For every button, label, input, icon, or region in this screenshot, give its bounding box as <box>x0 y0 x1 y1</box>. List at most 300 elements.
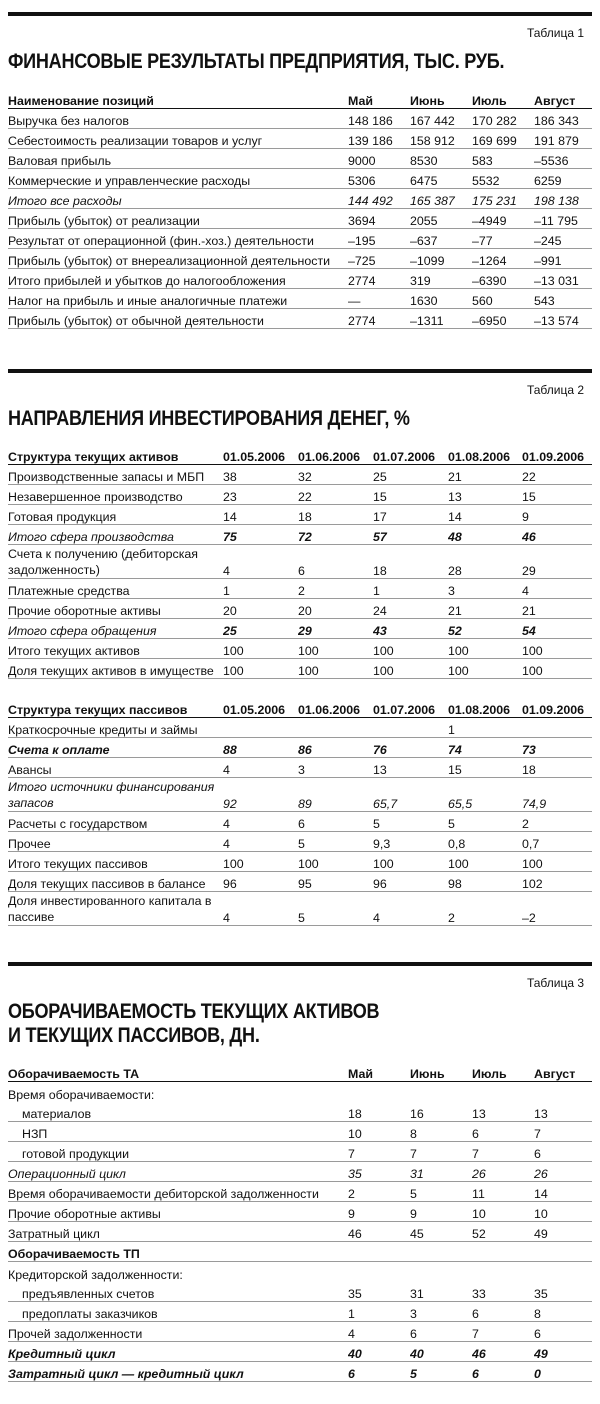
cell-value: — <box>348 288 410 308</box>
cell-value: 100 <box>298 639 373 659</box>
cell-value: 100 <box>522 851 592 871</box>
cell-value: 5 <box>410 1182 472 1202</box>
table-row <box>8 465 592 485</box>
cell-value: 100 <box>522 659 592 679</box>
cell-value: –1099 <box>410 248 472 268</box>
cell-value: 35 <box>348 1162 410 1182</box>
cell-value: 15 <box>522 485 592 505</box>
column-header: Август <box>534 1062 592 1082</box>
cell-value: –1264 <box>472 248 534 268</box>
cell-value: 46 <box>472 1342 534 1362</box>
cell-value: 3 <box>448 579 522 599</box>
row-label: Коммерческие и управленческие расходы <box>8 168 348 188</box>
cell-value: 25 <box>373 465 448 485</box>
cell-value: 40 <box>410 1342 472 1362</box>
table-row <box>8 525 592 545</box>
table-header-row <box>8 1062 592 1082</box>
row-label: Итого текущих пассивов <box>8 851 223 871</box>
row-label: Прибыль (убыток) от обычной деятельности <box>8 308 348 328</box>
row-label: Кредитный цикл <box>8 1342 348 1362</box>
table-header-row <box>8 445 592 465</box>
cell-value: 18 <box>348 1102 410 1122</box>
cell-value: 10 <box>348 1122 410 1142</box>
column-header: Июнь <box>410 88 472 108</box>
cell-value: 2 <box>298 579 373 599</box>
section-rule <box>8 369 592 373</box>
row-label: Платежные средства <box>8 579 223 599</box>
table-row <box>8 1102 592 1122</box>
document-page <box>8 12 592 1404</box>
table-row <box>8 1342 592 1362</box>
cell-value <box>534 1262 592 1282</box>
cell-value: 100 <box>223 659 298 679</box>
cell-value: 5532 <box>472 168 534 188</box>
cell-value: –77 <box>472 228 534 248</box>
table-row <box>8 1322 592 1342</box>
column-header: Июнь <box>410 1062 472 1082</box>
cell-value: 21 <box>448 465 522 485</box>
cell-value: 23 <box>223 485 298 505</box>
cell-value: 32 <box>298 465 373 485</box>
cell-value: 15 <box>373 485 448 505</box>
cell-value <box>373 717 448 737</box>
table-row <box>8 619 592 639</box>
cell-value: 35 <box>534 1282 592 1302</box>
cell-value: –2 <box>522 891 592 925</box>
cell-value: 14 <box>534 1182 592 1202</box>
table-label: Таблица 1 <box>8 26 592 40</box>
cell-value: 21 <box>522 599 592 619</box>
cell-value: 9000 <box>348 148 410 168</box>
cell-value: 2 <box>448 891 522 925</box>
cell-value: 2 <box>348 1182 410 1202</box>
cell-value: –5536 <box>534 148 592 168</box>
cell-value: 100 <box>373 851 448 871</box>
cell-value: 31 <box>410 1162 472 1182</box>
table-row <box>8 1182 592 1202</box>
table-header-row <box>8 697 592 717</box>
row-label: Производственные запасы и МБП <box>8 465 223 485</box>
cell-value: 6259 <box>534 168 592 188</box>
cell-value: 5 <box>298 891 373 925</box>
cell-value: 10 <box>534 1202 592 1222</box>
row-label: Итого сфера обращения <box>8 619 223 639</box>
table-title: НАПРАВЛЕНИЯ ИНВЕСТИРОВАНИЯ ДЕНЕГ, % <box>8 407 510 431</box>
cell-value: 100 <box>373 639 448 659</box>
cell-value: 7 <box>410 1142 472 1162</box>
cell-value: 65,5 <box>448 777 522 811</box>
cell-value: 4 <box>373 891 448 925</box>
row-label: Затратный цикл — кредитный цикл <box>8 1362 348 1382</box>
cell-value <box>410 1262 472 1282</box>
cell-value: 96 <box>373 871 448 891</box>
cell-value: 25 <box>223 619 298 639</box>
cell-value: 100 <box>298 659 373 679</box>
cell-value: 4 <box>348 1322 410 1342</box>
cell-value: 100 <box>223 851 298 871</box>
spacer <box>8 1382 592 1404</box>
table-row <box>8 288 592 308</box>
cell-value: 74 <box>448 737 522 757</box>
column-header: 01.05.2006 <box>223 697 298 717</box>
cell-value: 1630 <box>410 288 472 308</box>
column-header: Июль <box>472 88 534 108</box>
row-label: НЗП <box>8 1122 348 1142</box>
cell-value: 2 <box>522 811 592 831</box>
cell-value: 33 <box>472 1282 534 1302</box>
table-row <box>8 757 592 777</box>
row-label: Счета к получению (дебиторская задолженность) <box>8 545 223 579</box>
cell-value: 21 <box>448 599 522 619</box>
cell-value: 17 <box>373 505 448 525</box>
cell-value: 4 <box>223 545 298 579</box>
cell-value: 3 <box>410 1302 472 1322</box>
cell-value: 46 <box>522 525 592 545</box>
cell-value: –4949 <box>472 208 534 228</box>
column-header: Август <box>534 88 592 108</box>
cell-value: 8 <box>410 1122 472 1142</box>
cell-value: 3694 <box>348 208 410 228</box>
table-row <box>8 1202 592 1222</box>
cell-value: 29 <box>298 619 373 639</box>
cell-value <box>348 1262 410 1282</box>
cell-value: 3 <box>298 757 373 777</box>
table-label: Таблица 2 <box>8 383 592 397</box>
cell-value: 89 <box>298 777 373 811</box>
cell-value: 11 <box>472 1182 534 1202</box>
row-label: Прочей задолженности <box>8 1322 348 1342</box>
table-row <box>8 1302 592 1322</box>
cell-value: 6475 <box>410 168 472 188</box>
cell-value: 13 <box>534 1102 592 1122</box>
cell-value: 4 <box>522 579 592 599</box>
cell-value: 169 699 <box>472 128 534 148</box>
cell-value: 6 <box>348 1362 410 1382</box>
row-label: Результат от операционной (фин.-хоз.) деятельности <box>8 228 348 248</box>
cell-value: 31 <box>410 1282 472 1302</box>
table-row <box>8 505 592 525</box>
table-row <box>8 1242 592 1262</box>
cell-value: –11 795 <box>534 208 592 228</box>
column-header: Май <box>348 88 410 108</box>
cell-value: –991 <box>534 248 592 268</box>
column-header: 01.09.2006 <box>522 697 592 717</box>
table-row <box>8 717 592 737</box>
cell-value: –6390 <box>472 268 534 288</box>
cell-value: 102 <box>522 871 592 891</box>
cell-value: 8 <box>534 1302 592 1322</box>
cell-value: 86 <box>298 737 373 757</box>
cell-value: 6 <box>534 1322 592 1342</box>
cell-value <box>348 1242 410 1262</box>
cell-value: 148 186 <box>348 108 410 128</box>
row-label: Краткосрочные кредиты и займы <box>8 717 223 737</box>
cell-value: 49 <box>534 1342 592 1362</box>
row-label: Прибыль (убыток) от реализации <box>8 208 348 228</box>
cell-value: 13 <box>472 1102 534 1122</box>
cell-value: 5 <box>448 811 522 831</box>
cell-value <box>410 1082 472 1102</box>
cell-value: 100 <box>373 659 448 679</box>
table-row <box>8 777 592 811</box>
cell-value: 20 <box>223 599 298 619</box>
cell-value: 5306 <box>348 168 410 188</box>
cell-value: 38 <box>223 465 298 485</box>
cell-value: 74,9 <box>522 777 592 811</box>
cell-value: 28 <box>448 545 522 579</box>
cell-value: 7 <box>472 1322 534 1342</box>
row-label: предоплаты заказчиков <box>8 1302 348 1322</box>
cell-value: 4 <box>223 757 298 777</box>
data-table <box>8 697 592 926</box>
cell-value <box>472 1242 534 1262</box>
table-row <box>8 188 592 208</box>
cell-value: 6 <box>298 545 373 579</box>
spacer <box>8 926 592 948</box>
cell-value: 1 <box>448 717 522 737</box>
cell-value: 10 <box>472 1202 534 1222</box>
table-row <box>8 737 592 757</box>
row-label: Валовая прибыль <box>8 148 348 168</box>
cell-value: 6 <box>472 1302 534 1322</box>
cell-value: 4 <box>223 811 298 831</box>
cell-value: 52 <box>472 1222 534 1242</box>
cell-value: 35 <box>348 1282 410 1302</box>
table-title: ФИНАНСОВЫЕ РЕЗУЛЬТАТЫ ПРЕДПРИЯТИЯ, ТЫС. РУБ. <box>8 50 510 74</box>
cell-value: 583 <box>472 148 534 168</box>
table-row <box>8 811 592 831</box>
cell-value: 4 <box>223 831 298 851</box>
cell-value: –725 <box>348 248 410 268</box>
column-header: 01.06.2006 <box>298 445 373 465</box>
cell-value: 1 <box>223 579 298 599</box>
table-row <box>8 1222 592 1242</box>
cell-value: 170 282 <box>472 108 534 128</box>
cell-value: 167 442 <box>410 108 472 128</box>
cell-value: 2774 <box>348 268 410 288</box>
cell-value: 139 186 <box>348 128 410 148</box>
cell-value: 6 <box>298 811 373 831</box>
cell-value: 9,3 <box>373 831 448 851</box>
table-row <box>8 1282 592 1302</box>
table-title: ОБОРАЧИВАЕМОСТЬ ТЕКУЩИХ АКТИВОВ <box>8 1000 510 1024</box>
column-header: 01.08.2006 <box>448 445 522 465</box>
row-label: Операционный цикл <box>8 1162 348 1182</box>
cell-value: 9 <box>348 1202 410 1222</box>
cell-value: 8530 <box>410 148 472 168</box>
table-row <box>8 1262 592 1282</box>
cell-value: 175 231 <box>472 188 534 208</box>
cell-value: 45 <box>410 1222 472 1242</box>
row-label: Счета к оплате <box>8 737 223 757</box>
row-label: Доля инвестированного капитала в пассиве <box>8 891 223 925</box>
cell-value: 54 <box>522 619 592 639</box>
row-label: Прочие оборотные активы <box>8 599 223 619</box>
table-row <box>8 148 592 168</box>
row-label: Кредиторской задолженности: <box>8 1262 348 1282</box>
cell-value: 22 <box>298 485 373 505</box>
cell-value: 49 <box>534 1222 592 1242</box>
row-label: Налог на прибыль и иные аналогичные платежи <box>8 288 348 308</box>
cell-value: 144 492 <box>348 188 410 208</box>
cell-value: 16 <box>410 1102 472 1122</box>
row-label: Готовая продукция <box>8 505 223 525</box>
table-row <box>8 248 592 268</box>
row-label: готовой продукции <box>8 1142 348 1162</box>
cell-value: 15 <box>448 757 522 777</box>
header-label: Структура текущих пассивов <box>8 697 223 717</box>
row-label: Оборачиваемость ТП <box>8 1242 348 1262</box>
column-header: 01.08.2006 <box>448 697 522 717</box>
cell-value <box>534 1082 592 1102</box>
table-row <box>8 1082 592 1102</box>
table-row <box>8 659 592 679</box>
cell-value: 40 <box>348 1342 410 1362</box>
row-label: Доля текущих пассивов в балансе <box>8 871 223 891</box>
column-header: 01.07.2006 <box>373 697 448 717</box>
cell-value: –245 <box>534 228 592 248</box>
cell-value <box>534 1242 592 1262</box>
cell-value <box>522 717 592 737</box>
header-label: Оборачиваемость ТА <box>8 1062 348 1082</box>
cell-value: 100 <box>223 639 298 659</box>
row-label: Себестоимость реализации товаров и услуг <box>8 128 348 148</box>
table-row <box>8 599 592 619</box>
table-row <box>8 128 592 148</box>
cell-value: –1311 <box>410 308 472 328</box>
table-row <box>8 228 592 248</box>
table-block-2 <box>8 369 592 948</box>
table-row <box>8 268 592 288</box>
row-label: Затратный цикл <box>8 1222 348 1242</box>
cell-value: 46 <box>348 1222 410 1242</box>
cell-value: –13 031 <box>534 268 592 288</box>
cell-value: 98 <box>448 871 522 891</box>
table-row <box>8 308 592 328</box>
cell-value: 560 <box>472 288 534 308</box>
table-row <box>8 579 592 599</box>
cell-value: 100 <box>522 639 592 659</box>
column-header: Май <box>348 1062 410 1082</box>
table-row <box>8 545 592 579</box>
cell-value: 165 387 <box>410 188 472 208</box>
cell-value: 76 <box>373 737 448 757</box>
table-block-3 <box>8 962 592 1404</box>
cell-value: 100 <box>448 659 522 679</box>
cell-value: 2774 <box>348 308 410 328</box>
cell-value: 5 <box>410 1362 472 1382</box>
row-label: Расчеты с государством <box>8 811 223 831</box>
row-label: материалов <box>8 1102 348 1122</box>
row-label: Авансы <box>8 757 223 777</box>
cell-value: 4 <box>223 891 298 925</box>
cell-value: 95 <box>298 871 373 891</box>
spacer <box>8 329 592 355</box>
row-label: Незавершенное производство <box>8 485 223 505</box>
row-label: Итого прибылей и убытков до налогообложения <box>8 268 348 288</box>
column-header: 01.09.2006 <box>522 445 592 465</box>
row-label: Итого текущих активов <box>8 639 223 659</box>
cell-value: 7 <box>472 1142 534 1162</box>
table-header-row <box>8 88 592 108</box>
cell-value: 0,8 <box>448 831 522 851</box>
table-title: И ТЕКУЩИХ ПАССИВОВ, ДН. <box>8 1024 510 1048</box>
cell-value: 13 <box>448 485 522 505</box>
table-row <box>8 639 592 659</box>
cell-value: 18 <box>373 545 448 579</box>
cell-value: 26 <box>472 1162 534 1182</box>
table-row <box>8 1162 592 1182</box>
cell-value: 5 <box>373 811 448 831</box>
cell-value: 14 <box>223 505 298 525</box>
table-row <box>8 1362 592 1382</box>
cell-value: 52 <box>448 619 522 639</box>
table-row <box>8 485 592 505</box>
cell-value: 5 <box>298 831 373 851</box>
section-rule <box>8 12 592 16</box>
cell-value <box>472 1262 534 1282</box>
cell-value: 6 <box>472 1122 534 1142</box>
row-label: Доля текущих активов в имуществе <box>8 659 223 679</box>
row-label: предъявленных счетов <box>8 1282 348 1302</box>
cell-value: 186 343 <box>534 108 592 128</box>
section-rule <box>8 962 592 966</box>
cell-value: 57 <box>373 525 448 545</box>
cell-value: 100 <box>448 851 522 871</box>
cell-value: 13 <box>373 757 448 777</box>
row-label: Итого все расходы <box>8 188 348 208</box>
cell-value: 22 <box>522 465 592 485</box>
cell-value <box>472 1082 534 1102</box>
row-label: Итого сфера производства <box>8 525 223 545</box>
data-table <box>8 445 592 680</box>
table-row <box>8 891 592 925</box>
cell-value: 14 <box>448 505 522 525</box>
cell-value: 100 <box>448 639 522 659</box>
cell-value <box>223 717 298 737</box>
cell-value: 191 879 <box>534 128 592 148</box>
table-row <box>8 168 592 188</box>
column-header: 01.06.2006 <box>298 697 373 717</box>
table-row <box>8 851 592 871</box>
cell-value: 2055 <box>410 208 472 228</box>
cell-value: –195 <box>348 228 410 248</box>
cell-value: 1 <box>348 1302 410 1322</box>
table-row <box>8 1122 592 1142</box>
cell-value: 72 <box>298 525 373 545</box>
cell-value: 65,7 <box>373 777 448 811</box>
cell-value: 9 <box>522 505 592 525</box>
cell-value: 198 138 <box>534 188 592 208</box>
cell-value: 6 <box>410 1322 472 1342</box>
cell-value: 48 <box>448 525 522 545</box>
cell-value: 7 <box>534 1122 592 1142</box>
cell-value: 543 <box>534 288 592 308</box>
row-label: Время оборачиваемости: <box>8 1082 348 1102</box>
table-row <box>8 831 592 851</box>
cell-value: 100 <box>298 851 373 871</box>
cell-value: 1 <box>373 579 448 599</box>
cell-value: 18 <box>298 505 373 525</box>
cell-value <box>410 1242 472 1262</box>
cell-value: 92 <box>223 777 298 811</box>
cell-value: 88 <box>223 737 298 757</box>
cell-value: –13 574 <box>534 308 592 328</box>
cell-value: 26 <box>534 1162 592 1182</box>
cell-value: 20 <box>298 599 373 619</box>
data-table <box>8 1062 592 1383</box>
cell-value: 43 <box>373 619 448 639</box>
